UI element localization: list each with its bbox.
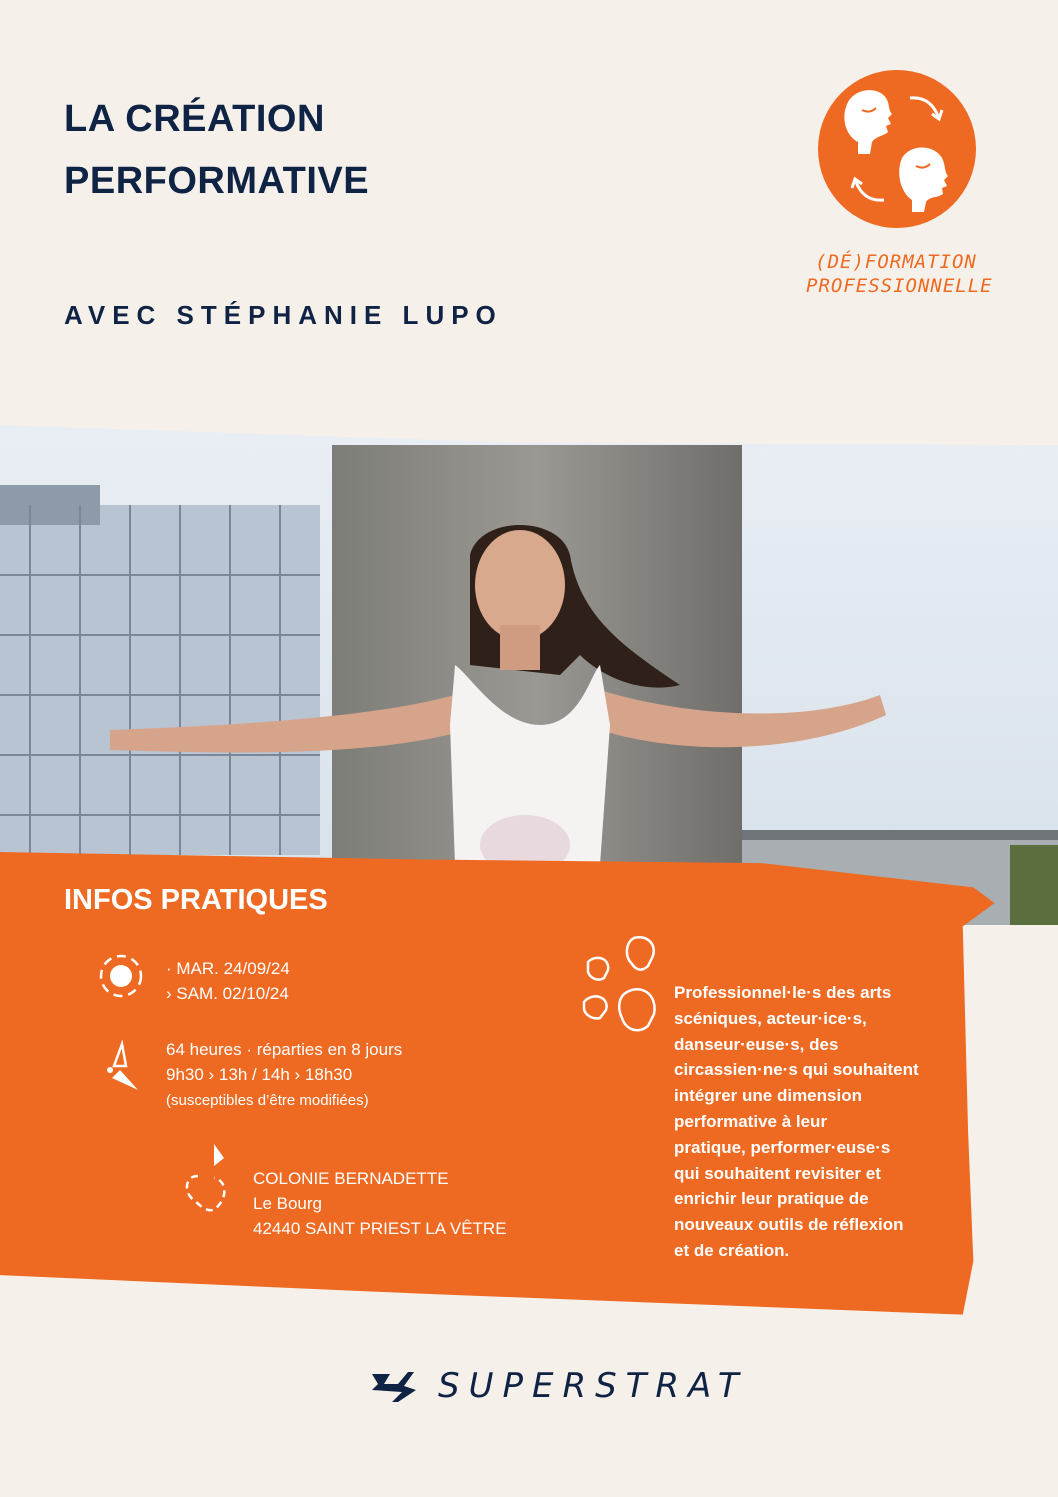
audience-line: nouveaux outils de réflexion bbox=[674, 1215, 904, 1235]
audience-line: performative à leur bbox=[674, 1111, 828, 1131]
hourglass-icon bbox=[102, 1040, 144, 1096]
location-city: 42440 SAINT PRIEST LA VÊTRE bbox=[253, 1219, 507, 1238]
dates-end: › SAM. 02/10/24 bbox=[166, 984, 289, 1003]
audience-line: pratique, performer·euse·s bbox=[674, 1137, 891, 1157]
location-pin-icon bbox=[180, 1140, 238, 1218]
infos-title: INFOS PRATIQUES bbox=[64, 884, 328, 916]
title-line-2: PERFORMATIVE bbox=[64, 160, 370, 202]
badge-line-1: (DÉ)FORMATION bbox=[815, 251, 977, 273]
page-subtitle: AVEC STÉPHANIE LUPO bbox=[64, 300, 503, 330]
performer-photo bbox=[0, 425, 1058, 925]
two-heads-exchange-icon bbox=[818, 70, 976, 228]
location-name: COLONIE BERNADETTE bbox=[253, 1169, 449, 1188]
superstrat-wordmark: SUPERSTRAT bbox=[438, 1366, 748, 1406]
title-line-1: LA CRÉATION bbox=[64, 98, 325, 140]
page-title bbox=[64, 88, 369, 212]
audience-line: qui souhaitent revisiter et bbox=[674, 1163, 881, 1183]
badge-label bbox=[806, 250, 993, 298]
sun-dates-icon bbox=[96, 950, 146, 1002]
hours-total: 64 heures · réparties en 8 jours bbox=[166, 1040, 403, 1059]
audience-line: Professionnel·le·s des arts bbox=[674, 983, 892, 1002]
audience-description bbox=[674, 980, 954, 1264]
audience-line: scéniques, acteur·ice·s, bbox=[674, 1008, 867, 1028]
dates-start: · MAR. 24/09/24 bbox=[166, 959, 290, 978]
audience-heads-icon bbox=[578, 930, 662, 1038]
audience-line: danseur·euse·s, des bbox=[674, 1034, 839, 1054]
superstrat-logo-icon bbox=[368, 1368, 420, 1411]
audience-line: enrichir leur pratique de bbox=[674, 1189, 869, 1209]
location-street: Le Bourg bbox=[253, 1194, 322, 1213]
hours-note: (susceptibles d’être modifiées) bbox=[166, 1092, 369, 1109]
hours-schedule: 9h30 › 13h / 14h › 18h30 bbox=[166, 1065, 353, 1084]
badge-line-2: PROFESSIONNELLE bbox=[806, 275, 993, 297]
audience-line: intégrer une dimension bbox=[674, 1086, 862, 1106]
audience-line: circassien·ne·s qui souhaitent bbox=[674, 1060, 919, 1080]
audience-line: et de création. bbox=[674, 1240, 790, 1260]
